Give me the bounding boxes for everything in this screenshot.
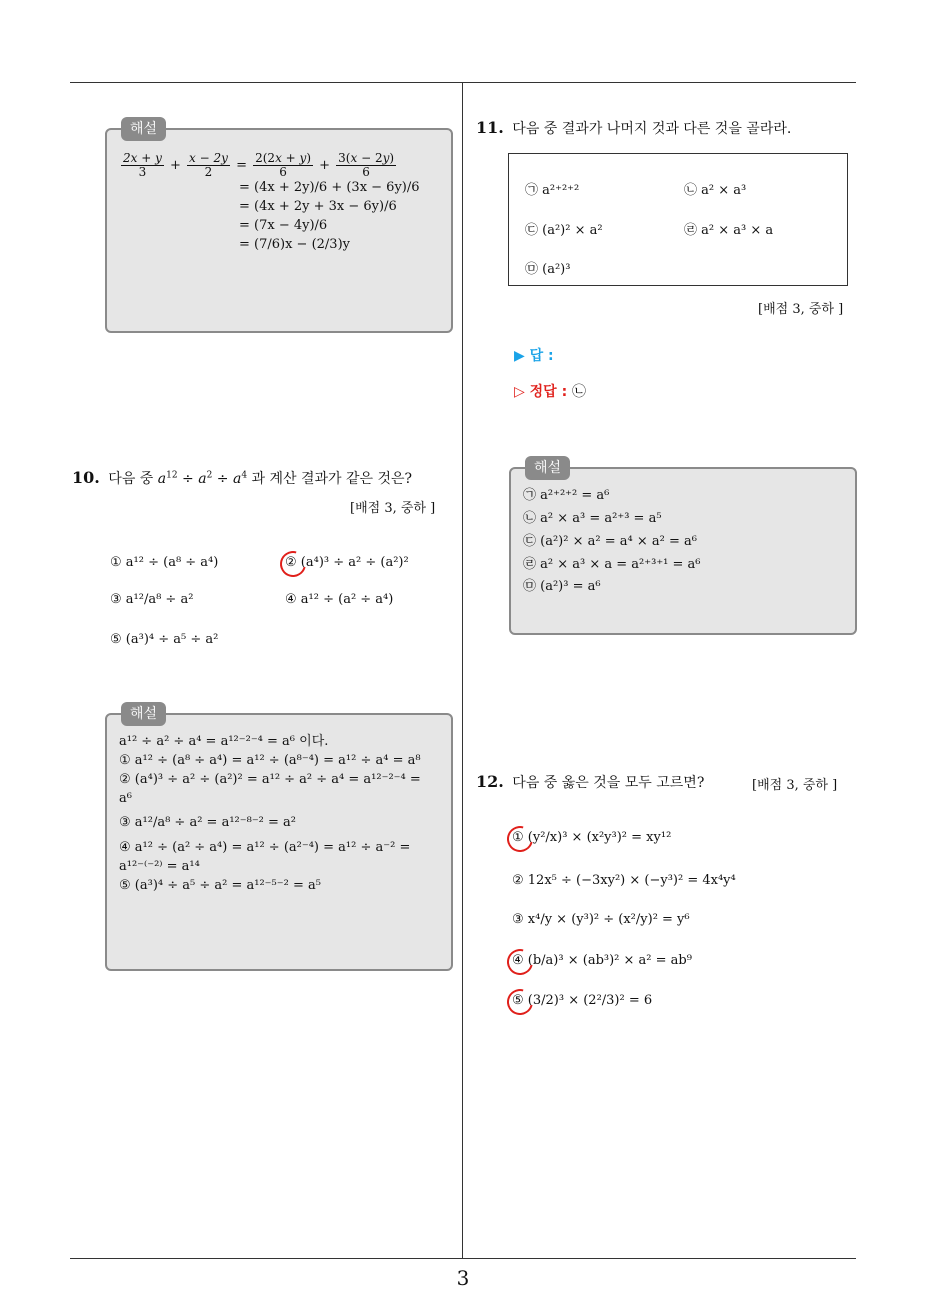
solution-line: = (4x + 2y)/6 + (3x − 6y)/6 xyxy=(239,180,420,196)
question-number: 11. xyxy=(476,118,504,137)
solution-line: ㉠ a²⁺²⁺² = a⁶ xyxy=(523,488,610,503)
answer-mark xyxy=(512,993,524,1008)
score-11: [배점 3, 중하 ] xyxy=(758,302,844,317)
solution-line: ㉣ a² × a³ × a = a²⁺³⁺¹ = a⁶ xyxy=(523,556,701,572)
solution-line: = (4x + 2y + 3x − 6y)/6 xyxy=(239,199,397,215)
solution-line: ㉡ a² × a³ = a²⁺³ = a⁵ xyxy=(523,510,662,526)
solution-line: ㉤ (a²)³ = a⁶ xyxy=(523,579,601,595)
question-text: 다음 중 결과가 나머지 것과 다른 것을 골라라. xyxy=(512,121,792,137)
score-12: [배점 3, 중하 ] xyxy=(752,778,838,793)
page-number: 3 xyxy=(456,1266,470,1290)
choice-12-2[interactable]: ② 12x⁵ ÷ (−3xy²) × (−y³)² = 4x⁴y⁴ xyxy=(512,873,736,888)
choice-11-d[interactable]: ㉣ a² × a³ × a xyxy=(684,223,774,238)
choice-10-3[interactable]: ③ a¹²/a⁸ ÷ a² xyxy=(110,592,194,607)
solution-box-11 xyxy=(509,460,857,635)
choice-10-1[interactable]: ① a¹² ÷ (a⁸ ÷ a⁴) xyxy=(110,555,219,570)
choice-11-c[interactable]: ㉢ (a²)² × a² xyxy=(525,223,603,238)
choice-12-4[interactable]: ④ (b/a)³ × (ab³)² × a² = ab⁹ xyxy=(512,953,692,968)
question-10: 10. 다음 중 $a^{12} \div a^2 \div a^4$ 과 계산 결과가 같은 것은? xyxy=(72,468,413,487)
choice-10-4[interactable]: ④ a¹² ÷ (a² ÷ a⁴) xyxy=(285,592,394,607)
question-number: 12. xyxy=(476,772,504,791)
solution-line: a¹²⁻⁽⁻²⁾ = a¹⁴ xyxy=(119,859,200,875)
answer-mark xyxy=(512,830,524,845)
solution-line: ① a¹² ÷ (a⁸ ÷ a⁴) = a¹² ÷ (a⁸⁻⁴) = a¹² ÷ a⁴ = a⁸ xyxy=(119,752,421,768)
answer-mark xyxy=(285,555,297,570)
solution-line: = (7x − 4y)/6 xyxy=(239,218,328,234)
choice-12-3[interactable]: ③ x⁴/y × (y³)² ÷ (x²/y)² = y⁶ xyxy=(512,912,690,927)
choice-11-e[interactable]: ㉤ (a²)³ xyxy=(525,262,571,277)
solution-box-10 xyxy=(105,706,453,971)
question-text: 다음 중 옳은 것을 모두 고르면? xyxy=(512,775,705,791)
answer-label: ▶ 답 : xyxy=(514,348,554,364)
answer-mark-circle xyxy=(285,555,297,570)
column-divider xyxy=(462,82,463,1258)
correct-answer-value: ㉡ xyxy=(572,384,587,400)
choice-10-5[interactable]: ⑤ (a³)⁴ ÷ a⁵ ÷ a² xyxy=(110,632,219,647)
score-10: [배점 3, 중하 ] xyxy=(350,501,436,516)
correct-answer-prefix: ▷ 정답 : xyxy=(514,384,568,400)
solution-line: ④ a¹² ÷ (a² ÷ a⁴) = a¹² ÷ (a²⁻⁴) = a¹² ÷ a⁻² = xyxy=(119,840,411,856)
question-12 xyxy=(476,772,704,792)
bottom-rule xyxy=(70,1258,856,1259)
solution-line: a¹² ÷ a² ÷ a⁴ = a¹²⁻²⁻⁴ = a⁶ 이다. xyxy=(119,734,329,749)
question-11 xyxy=(476,118,791,138)
answer-mark-circle xyxy=(512,830,524,845)
solution-line: ㉢ (a²)² × a² = a⁴ × a² = a⁶ xyxy=(523,533,697,549)
solution-box-9 xyxy=(105,121,453,333)
answer-mark xyxy=(512,953,524,968)
solution-label: 해설 xyxy=(121,117,166,141)
solution-label: 해설 xyxy=(525,456,570,480)
solution-line: = (7/6)x − (2/3)y xyxy=(239,236,350,252)
choice-10-2[interactable]: ② (a⁴)³ ÷ a² ÷ (a²)² xyxy=(285,555,409,570)
question-number: 10. xyxy=(72,468,100,487)
correct-answer-label xyxy=(514,381,586,401)
answer-mark-circle xyxy=(512,953,524,968)
choice-12-5[interactable]: ⑤ (3/2)³ × (2²/3)² = 6 xyxy=(512,993,653,1008)
question-text-suffix: 과 계산 결과가 같은 것은? xyxy=(251,471,413,487)
solution-line: ③ a¹²/a⁸ ÷ a² = a¹²⁻⁸⁻² = a² xyxy=(119,815,297,831)
choice-11-b[interactable]: ㉡ a² × a³ xyxy=(684,183,747,198)
question-text-prefix: 다음 중 xyxy=(108,471,154,487)
answer-mark-circle xyxy=(512,993,524,1008)
solution-line: ② (a⁴)³ ÷ a² ÷ (a²)² = a¹² ÷ a² ÷ a⁴ = a¹²⁻²⁻⁴ = xyxy=(119,771,421,787)
solution-line: a⁶ xyxy=(119,790,132,806)
choices-box-11 xyxy=(508,153,848,286)
solution-line: ⑤ (a³)⁴ ÷ a⁵ ÷ a² = a¹²⁻⁵⁻² = a⁵ xyxy=(119,877,321,893)
solution-line: $\frac{2x + y}{3}$ + $\frac{x - 2y}{2}$ = $\frac{2(2x + y)}{6}$ + $\frac{3(x - 2y)}{6}$ xyxy=(123,151,395,180)
choice-11-a[interactable]: ㉠ a²⁺²⁺² xyxy=(525,183,580,198)
top-rule xyxy=(70,82,856,83)
solution-label: 해설 xyxy=(121,702,166,726)
choice-12-1[interactable]: ① (y²/x)³ × (x²y³)² = xy¹² xyxy=(512,830,672,845)
